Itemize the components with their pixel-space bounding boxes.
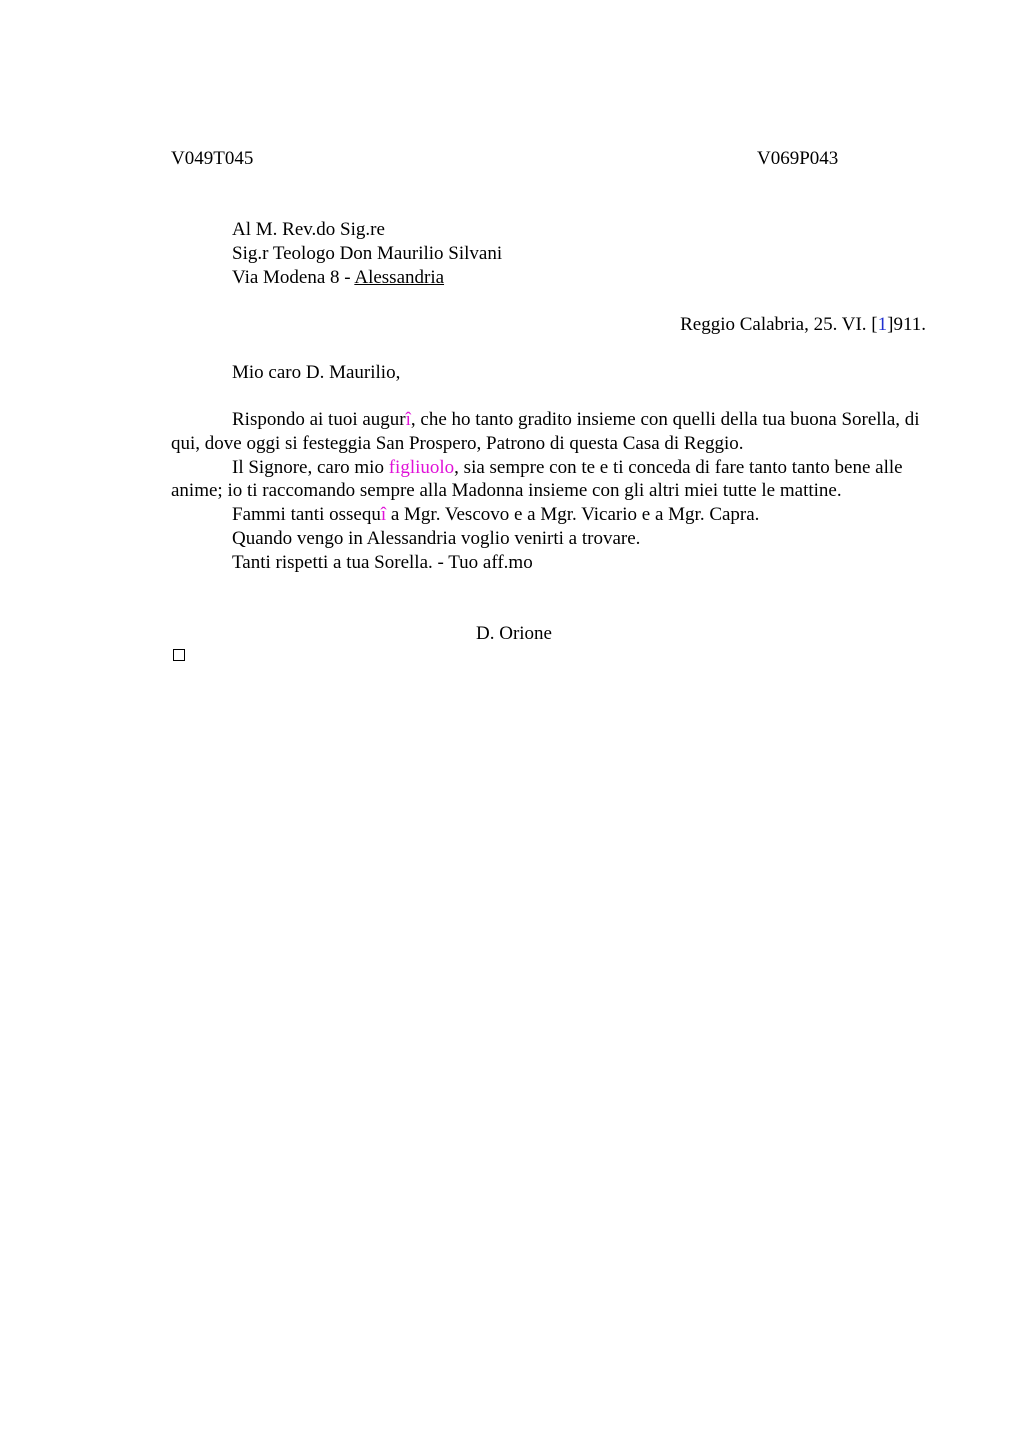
paragraph-1-text-a: Rispondo ai tuoi augur (232, 409, 406, 430)
paragraph-2-mark: figliuolo (388, 456, 455, 478)
paragraph-2-text-a: Il Signore, caro mio (232, 456, 389, 478)
dateline-suffix: ]911. (887, 314, 926, 335)
address-line-3 (232, 266, 502, 290)
paragraph-3-mark: î (380, 504, 387, 526)
address-line-1: Al M. Rev.do Sig.re (232, 219, 385, 240)
paragraph-2 (171, 456, 928, 504)
dateline (680, 313, 926, 337)
paragraph-4: Quando vengo in Alessandria voglio venirti a trovare. (232, 527, 641, 549)
paragraph-1-text-b: , che ho tanto gradito insieme con quelli della tua buona Sorella, di qui, dove oggi si festeggia San Prospero, Patrono di questa Casa di Reggio. (171, 409, 920, 454)
paragraph-3-text-b: a Mgr. Vescovo e a Mgr. Vicario e a Mgr. Capra. (386, 504, 760, 526)
salutation: Mio caro D. Maurilio, (232, 362, 401, 383)
end-marker-box (173, 649, 185, 661)
recipient-address (232, 218, 502, 290)
dateline-editorial-digit: 1 (877, 314, 888, 335)
paragraph-1 (171, 408, 928, 456)
document-code-left: V049T045 (171, 148, 254, 169)
dateline-prefix: Reggio Calabria, 25. VI. [ (680, 314, 878, 335)
signature: D. Orione (476, 623, 552, 644)
document-code-right: V069P043 (757, 148, 839, 169)
address-city: Alessandria (354, 267, 445, 288)
paragraph-2-text-b: , sia sempre con te e ti conceda di fare tanto tanto bene alle anime; io ti raccomando sempre alla Madonna insieme con gli altri miei tutte le mattine. (171, 456, 903, 502)
paragraph-5: Tanti rispetti a tua Sorella. - Tuo aff.mo (232, 551, 533, 573)
address-street: Via Modena 8 - (232, 267, 355, 288)
letter-body (171, 408, 928, 575)
paragraph-3-text-a: Fammi tanti ossequ (232, 504, 381, 526)
address-line-2: Sig.r Teologo Don Maurilio Silvani (232, 243, 503, 264)
paragraph-3 (171, 503, 928, 527)
paragraph-1-mark: î (405, 409, 411, 430)
